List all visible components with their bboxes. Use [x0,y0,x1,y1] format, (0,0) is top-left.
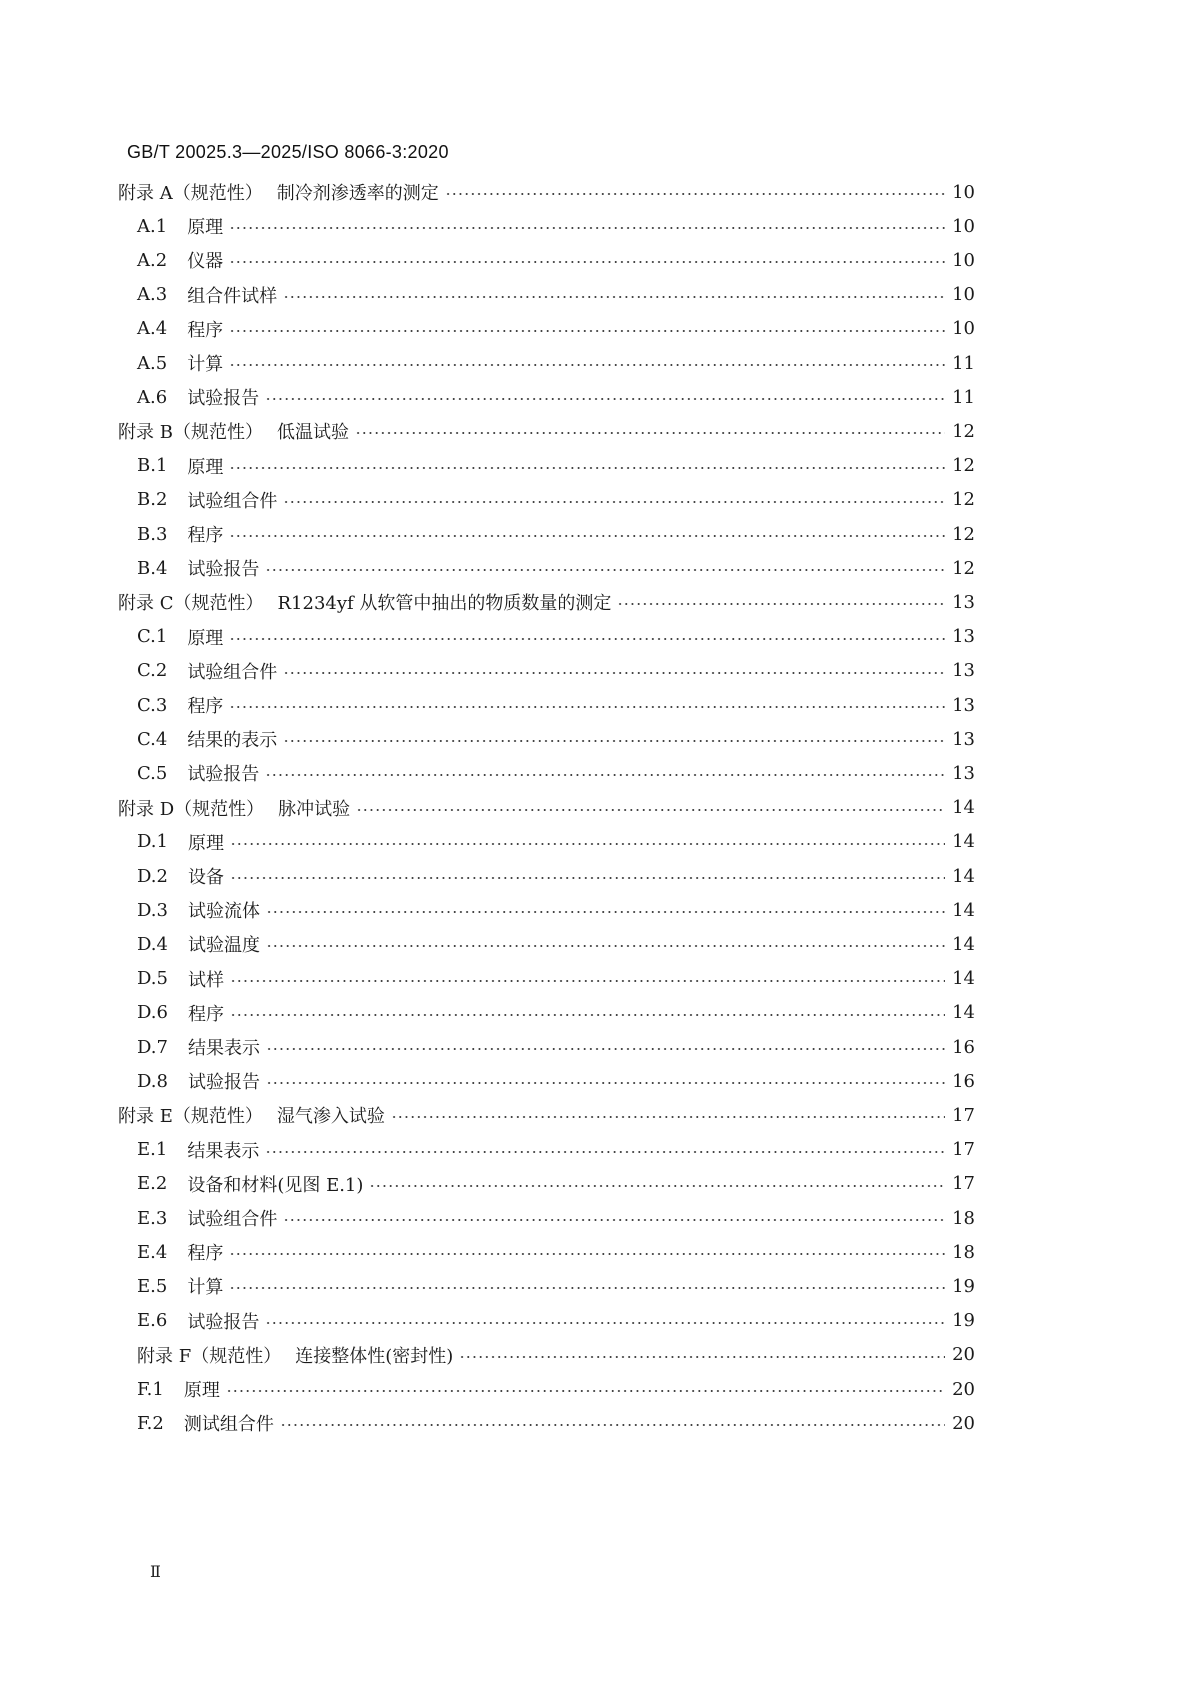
toc-entry-page: 13 [952,591,975,613]
toc-entry-title: 试验报告 [187,1311,260,1333]
toc-entry-number: F.2 [137,1412,164,1434]
toc-entry-page: 13 [952,728,975,750]
dot-leader [283,501,945,503]
dot-leader [369,1185,945,1187]
dot-leader [229,638,945,640]
toc-entry-title: 测试组合件 [183,1414,274,1436]
toc-entry-title: 计算 [187,354,224,375]
dot-leader [355,432,945,434]
toc-entry-page: 10 [952,215,975,237]
toc-entry-title: R1234yf 从软管中抽出的物质数量的测定 [277,593,612,615]
toc-entry-number: B.4 [137,557,168,579]
toc-entry[interactable] [137,1306,975,1336]
toc-entry-title: 试验报告 [187,764,260,786]
toc-entry-number: E.2 [137,1173,168,1195]
dot-leader [283,740,945,742]
toc-entry-page: 13 [952,762,975,784]
toc-entry-number: A.3 [137,284,168,306]
toc-entry-page: 12 [952,455,975,477]
toc-entry-page: 13 [952,660,975,682]
toc-entry[interactable] [137,1271,975,1301]
toc-entry[interactable] [137,656,975,686]
toc-entry-title: 设备和材料(见图 E.1) [187,1174,364,1196]
toc-entry[interactable] [137,348,975,378]
toc-entry-title: 结果的表示 [187,730,278,752]
toc-entry-page: 13 [952,626,975,648]
toc-entry-title: 原理 [187,627,224,649]
dot-leader [266,945,945,947]
toc-entry-number: C.3 [137,694,168,716]
toc-entry-page: 10 [952,318,975,340]
dot-leader [229,1287,945,1289]
toc-entry-page: 19 [952,1310,975,1332]
toc-entry-number: C.2 [137,660,168,682]
toc-entry-title: 计算 [187,1277,224,1299]
toc-entry-page: 10 [952,249,975,271]
dot-leader [229,364,945,366]
toc-entry-page: 13 [952,694,975,716]
toc-entry-number: E.6 [137,1310,168,1332]
toc-entry-number: D.7 [137,1036,168,1058]
toc-entry[interactable] [137,998,975,1028]
toc-entry-title: 程序 [187,319,224,341]
toc-entry-page: 12 [952,523,975,545]
toc-entry[interactable] [137,964,975,994]
toc-entry-title: 试验组合件 [187,1209,278,1230]
toc-entry-number: D.1 [137,831,168,853]
toc-entry-page: 20 [952,1344,975,1366]
toc-entry-number: A.5 [137,352,168,374]
toc-entry-page: 20 [952,1378,975,1400]
toc-entry-number: B.1 [137,455,168,477]
dot-leader [459,1356,945,1358]
toc-entry[interactable] [137,245,975,275]
toc-entry-number: D.2 [137,865,168,887]
toc-entry-page: 12 [952,489,975,511]
toc-entry-page: 11 [952,386,975,408]
toc-entry-number: D.3 [137,899,168,921]
toc-entry-page: 16 [952,1036,975,1058]
toc-entry-title: 结果表示 [187,1038,260,1059]
dot-leader [265,569,945,571]
toc-entry-title: 试样 [187,969,224,991]
toc-entry-number: A.1 [137,215,168,237]
toc-entry-title: 试验流体 [187,901,260,923]
toc-entry-page: 11 [952,352,975,374]
dot-leader [266,911,945,913]
toc-entry-number: D.8 [137,1070,168,1092]
toc-entry-title: 程序 [187,696,224,717]
dot-leader [229,467,945,469]
toc-entry-page: 17 [952,1173,975,1195]
dot-leader [265,1322,945,1324]
toc-entry-page: 14 [952,831,975,853]
toc-entry-number: C.5 [137,762,168,784]
toc-entry-number: E.4 [137,1241,168,1263]
toc-entry[interactable] [137,553,975,583]
toc-entry-page: 16 [952,1070,975,1092]
toc-entry-number: F.1 [137,1378,164,1400]
toc-entry-title: 结果表示 [187,1140,260,1162]
toc-entry-number: E.3 [137,1207,168,1229]
toc-entry-page: 19 [952,1275,975,1297]
toc-entry-number: 附录 E（规范性） [118,1106,263,1128]
toc-entry-number: 附录 C（规范性） [118,593,264,615]
toc-entry[interactable] [137,314,975,344]
toc-entry[interactable] [137,1374,975,1404]
toc-entry[interactable] [137,1066,975,1096]
toc-entry-title: 湿气渗入试验 [276,1106,385,1128]
toc-entry-title: 试验报告 [187,1072,260,1094]
toc-entry-page: 18 [952,1241,975,1263]
toc-entry-title: 试验组合件 [187,661,278,683]
dot-leader [265,774,945,776]
toc-appendix-entry[interactable] [118,793,975,823]
dot-leader [230,843,945,845]
toc-entry[interactable] [137,622,975,652]
toc-entry[interactable] [137,451,975,481]
toc-entry[interactable] [137,724,975,754]
toc-entry-number: 附录 F（规范性） [137,1345,282,1367]
toc-entry-number: A.2 [137,249,168,271]
dot-leader [283,1219,945,1221]
toc-entry-title: 组合件试样 [187,285,278,307]
toc-entry-page: 17 [952,1104,975,1126]
toc-entry-page: 10 [952,284,975,306]
toc-entry-page: 18 [952,1207,975,1229]
toc-entry[interactable] [137,1169,975,1199]
toc-entry[interactable] [137,485,975,515]
dot-leader [229,706,945,708]
toc-entry-number: D.4 [137,933,168,955]
toc-entry[interactable] [137,690,975,720]
toc-appendix-entry[interactable] [118,416,975,446]
toc-entry-number: B.3 [137,523,168,545]
toc-entry-page: 20 [952,1412,975,1434]
toc-entry[interactable] [137,211,975,241]
toc-entry-title: 试验组合件 [187,490,278,512]
toc-entry-number: A.6 [137,386,168,408]
dot-leader [356,809,945,811]
toc-entry-page: 14 [952,865,975,887]
toc-entry[interactable] [137,280,975,310]
toc-appendix-entry[interactable] [137,1340,975,1370]
toc-entry-number: E.5 [137,1275,168,1297]
toc-entry-page: 12 [952,420,975,442]
dot-leader [266,1048,945,1050]
toc-entry-number: C.4 [137,728,168,750]
dot-leader [229,535,945,537]
toc-entry-number: 附录 D（规范性） [118,798,265,820]
dot-leader [283,296,945,298]
toc-entry[interactable] [137,1408,975,1438]
dot-leader [265,398,945,400]
toc-entry[interactable] [137,758,975,788]
toc-entry[interactable] [137,1135,975,1165]
toc-entry-page: 10 [952,181,975,203]
dot-leader [445,193,945,195]
toc-entry[interactable] [137,929,975,959]
toc-entry[interactable] [137,1203,975,1233]
toc-entry-title: 原理 [187,832,224,854]
toc-entry[interactable] [137,895,975,925]
toc-entry[interactable] [137,1237,975,1267]
toc-entry-title: 试验报告 [187,388,260,410]
toc-entry-number: E.1 [137,1139,168,1161]
toc-entry-page: 14 [952,899,975,921]
dot-leader [229,330,945,332]
toc-entry-title: 脉冲试验 [278,798,351,820]
dot-leader [265,1151,945,1153]
dot-leader [391,1116,945,1118]
toc-entry-title: 程序 [187,525,224,546]
toc-entry-title: 连接整体性(密封性) [295,1345,454,1367]
toc-entry-number: B.2 [137,489,168,511]
document-header: GB/T 20025.3—2025/ISO 8066-3:2020 [127,142,449,162]
toc-entry-page: 17 [952,1139,975,1161]
toc-entry-title: 程序 [187,1243,224,1265]
toc-entry-title: 原理 [187,456,224,478]
toc-entry-title: 原理 [187,217,224,239]
toc-entry-number: D.6 [137,1002,168,1024]
toc-entry-number: 附录 B（规范性） [118,422,263,444]
dot-leader [230,980,945,982]
toc-entry-title: 试验温度 [187,935,260,957]
dot-leader [230,877,945,879]
toc-appendix-entry[interactable] [118,1100,975,1130]
toc-entry[interactable] [137,382,975,412]
dot-leader [280,1424,945,1426]
toc-entry-title: 仪器 [187,251,224,273]
toc-entry-page: 12 [952,557,975,579]
toc-appendix-entry[interactable] [118,587,975,617]
dot-leader [283,672,945,674]
toc-entry-number: D.5 [137,968,168,990]
toc-entry-page: 14 [952,1002,975,1024]
dot-leader [229,261,945,263]
toc-entry[interactable] [137,1032,975,1062]
toc-entry-number: C.1 [137,626,168,648]
dot-leader [266,1082,945,1084]
toc-entry-number: A.4 [137,318,168,340]
toc-entry-title: 低温试验 [276,422,349,444]
toc-entry-page: 14 [952,933,975,955]
dot-leader [226,1390,945,1392]
toc-appendix-entry[interactable] [118,177,975,207]
dot-leader [230,1014,945,1016]
page-number: Ⅱ [150,1562,161,1581]
toc-entry-page: 14 [952,968,975,990]
toc-entry-title: 制冷剂渗透率的测定 [276,183,439,204]
dot-leader [617,603,945,605]
toc-entry-title: 试验报告 [187,559,260,581]
dot-leader [229,1253,945,1255]
toc-entry-title: 设备 [187,867,224,888]
dot-leader [229,227,945,229]
toc-entry[interactable] [137,519,975,549]
toc-entry-title: 程序 [187,1003,224,1025]
toc-entry-page: 14 [952,797,975,819]
toc-entry[interactable] [137,861,975,891]
toc-entry[interactable] [137,827,975,857]
toc-entry-title: 原理 [183,1380,220,1401]
toc-entry-number: 附录 A（规范性） [118,183,263,204]
